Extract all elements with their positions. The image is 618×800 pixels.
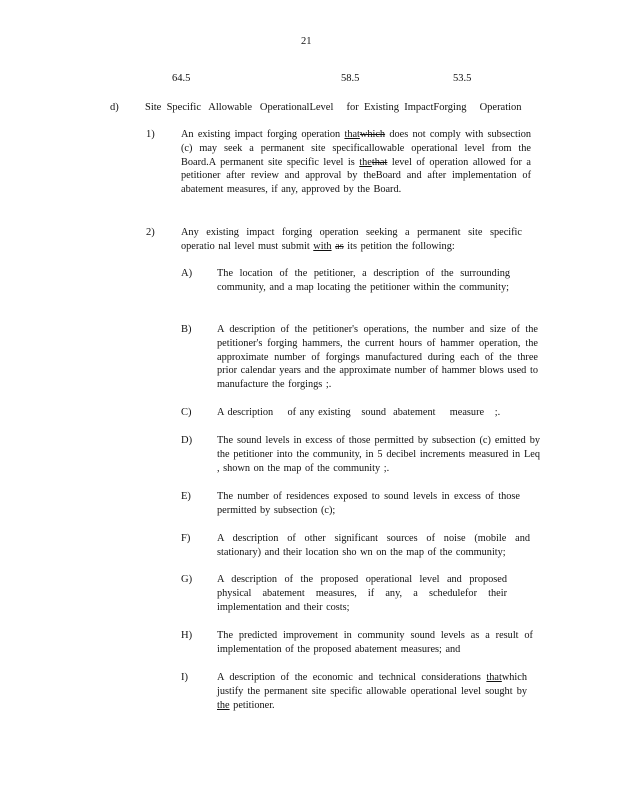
- subitem-a-marker: A): [181, 268, 193, 279]
- subitem-i-marker: I): [181, 672, 188, 683]
- subitem-g-marker: G): [181, 574, 193, 585]
- subitem-g-text: A description of the proposed operational level and proposed physical abatement measures, if any, a schedulefor their implementation and their costs;: [217, 574, 507, 613]
- subitem-c-marker: C): [181, 407, 192, 418]
- table-value-2: 58.5: [341, 73, 360, 84]
- subitem-b-marker: B): [181, 324, 192, 335]
- subitem-f-text: A description of other significant sources of noise (mobile and stationary) and their location sho wn on the map of the community;: [217, 533, 530, 558]
- item-2-text: Any existing impact forging operation seeking a permanent site specific operatio nal level must submit with as its petition the following:: [181, 227, 522, 252]
- item-1-marker: 1): [146, 129, 155, 140]
- subitem-d-marker: D): [181, 435, 193, 446]
- subitem-f-marker: F): [181, 533, 191, 544]
- subitem-d-text: The sound levels in excess of those permitted by subsection (c) emitted by the petitioner into the community, in 5 decibel increments measured in Leq , shown on the map of the community ;.: [217, 435, 540, 474]
- subitem-i-text: A description of the economic and technical considerations thatwhich justify the permanent site specific allowable operational level sought by the petitioner.: [217, 672, 527, 711]
- subitem-e-text: The number of residences exposed to sound levels in excess of those permitted by subsection (c);: [217, 491, 520, 516]
- table-value-3: 53.5: [453, 73, 472, 84]
- subitem-c-text: A description of any existing sound abatement measure ;.: [217, 407, 501, 418]
- subitem-a-text: The location of the petitioner, a description of the surrounding community, and a map locating the petitioner within the community;: [217, 268, 510, 293]
- table-value-1: 64.5: [172, 73, 191, 84]
- subitem-h-marker: H): [181, 630, 193, 641]
- item-1-text: An existing impact forging operation thatwhich does not comply with subsection (c) may seek a permanent site specificallowable operational level from the Board.A permanent site specific level is thethat level of operation allowed for a petitioner after review and approval by theBoard and after implementation of abatement measures, if any, approved by the Board.: [181, 129, 531, 196]
- subitem-b-text: A description of the petitioner's operations, the number and size of the petitioner's forging hammers, the current hours of hammer operation, the approximate number of forgings manufactured during each of the three prior calendar years and the approximate number of hammer blows used to manufacture the forgings ;.: [217, 324, 538, 391]
- subitem-h-text: The predicted improvement in community sound levels as a result of implementation of the proposed abatement measures; and: [217, 630, 533, 655]
- item-2-marker: 2): [146, 227, 155, 238]
- section-d-title: Site Specific Allowable OperationalLevel for Existing ImpactForging Operation: [145, 102, 522, 113]
- subitem-e-marker: E): [181, 491, 191, 502]
- page-number: 21: [301, 36, 312, 47]
- section-d-marker: d): [110, 102, 119, 113]
